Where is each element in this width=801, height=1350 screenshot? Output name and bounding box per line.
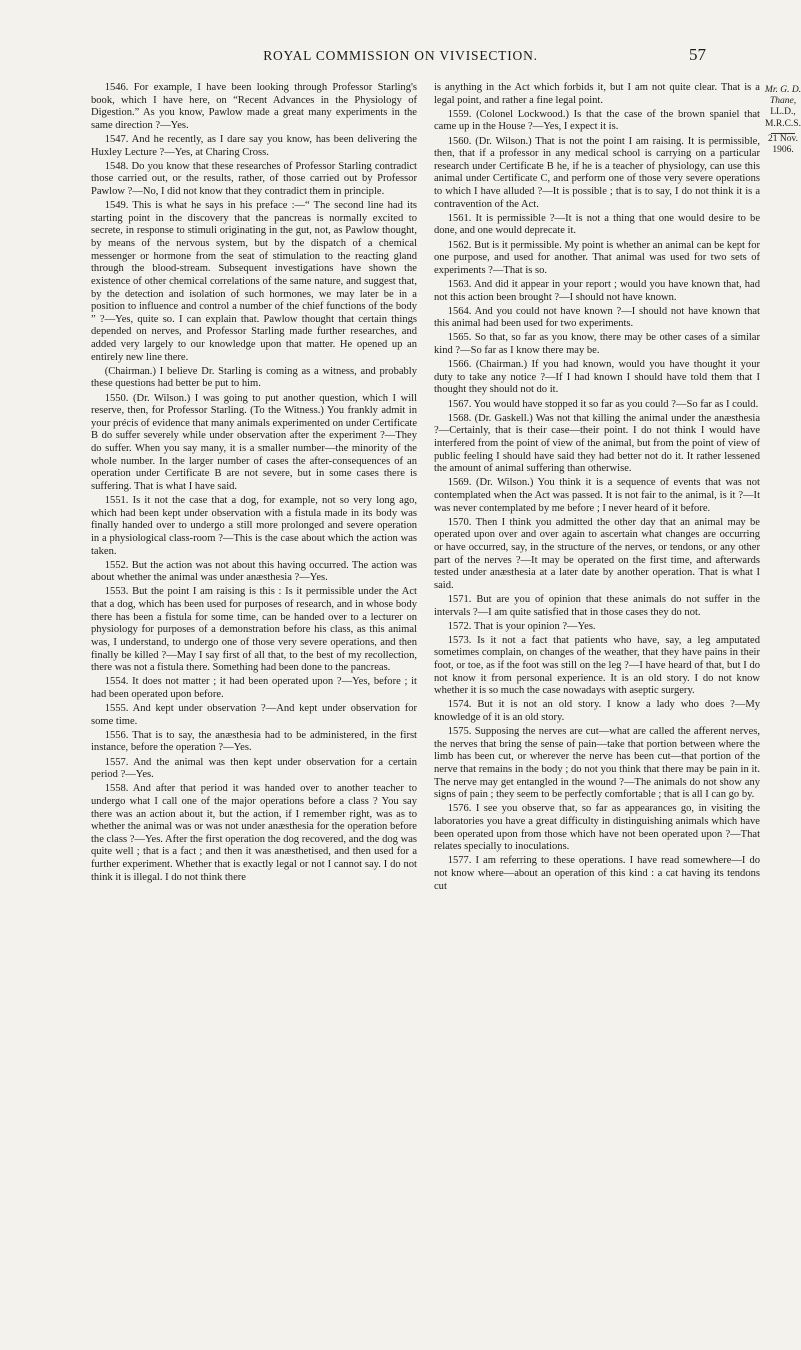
paragraph: 1566. (Chairman.) If you had known, would you have thought it your duty to take any notice ?—If I had known I should have told them that I thought they should not do it. bbox=[434, 359, 760, 396]
paragraph: 1546. For example, I have been looking through Professor Starling's book, which I have here, on “Recent Advances in the Physiology of Digestion.” As you know, Pawlow made a great many experiments in the same direction ?—Yes. bbox=[91, 82, 417, 131]
paragraph: 1562. But is it permissible. My point is whether an animal can be kept for one purpose, and used for another. That animal was used for two sets of experiments ?—That is so. bbox=[434, 239, 760, 276]
paragraph: 1568. (Dr. Gaskell.) Was not that killing the animal under the anæsthesia ?—Certainly, that is their case—their point. I do not think I would have interfered from the point of view of the animal, but from the point of view of public feeling I should have said they had better not do it. It rather lessened the amount of animal suffering than otherwise. bbox=[434, 412, 760, 475]
paragraph: 1555. And kept under observation ?—And kept under observation for some time. bbox=[91, 703, 417, 727]
paragraph: 1571. But are you of opinion that these animals do not suffer in the intervals ?—I am quite satisfied that in those cases they do not. bbox=[434, 593, 760, 618]
paragraph: 1572. That is your opinion ?—Yes. bbox=[447, 620, 596, 632]
paragraph: 1563. And did it appear in your report ; would you have known that, had not this action been brought ?—I should not have known. bbox=[434, 278, 760, 303]
paragraph: 1576. I see you observe that, so far as appearances go, in visiting the laboratories you have a great difficulty in distinguishing animals which have been operated upon from those which have not been operated upon ?—That relates specially to inoculations. bbox=[434, 803, 760, 853]
paragraph: 1569. (Dr. Wilson.) You think it is a sequence of events that was not contemplated when the Act was passed. It is not fair to the animal, is it ?—It was never contemplated by me before ; I never heard of it before. bbox=[434, 477, 760, 514]
paragraph: 1549. This is what he says in his preface :—“ The second line had its starting point in the discovery that the pancreas is normally excited to secrete, in response to stimuli originating in the gut, not, as Pawlow thought, by means of the nervous system, but by the dispatch of a chemical messenger or hormone from the seat of stimulation to the reacting gland through the blood-stream. Subsequent investigations have shown the existence of other chemical correlations of the same nature, and suggest that, by the detection and isolation of such hormones, we may later be in a position to influence and control a number of the chief functions of the body ” ?—Yes, quite so. I can explain that. Pawlow thought that certain things depended on nerves, and Professor Starling made further researches, and added very largely to our knowledge upon that matter. He opened up an entirely new line there. bbox=[91, 200, 417, 363]
left-text-column bbox=[91, 82, 417, 884]
paragraph: 1548. Do you know that these researches of Professor Starling contradict those carried out, or the results, rather, of those carried out by Professor Pawlow ?—No, I did not know that they contradict them in principle. bbox=[91, 160, 417, 197]
page-number: 57 bbox=[689, 45, 706, 64]
paragraph: 1570. Then I think you admitted the other day that an animal may be operated upon over and over again to ascertain what changes are occurring or have occurred, say, in the structure of the nerves, or tendons, or any other part of the nerves ?—It may be operated on the first time, and afterwards tested under anæsthesia at a later date by another operation. That is what I said. bbox=[434, 516, 760, 591]
paragraph: 1551. Is it not the case that a dog, for example, not so very long ago, which had been kept under observation with a fistula made in its body was finally handed over to undergo a still more prolonged and severe operation in a physiological class-room ?—This is the case about which the action was taken. bbox=[91, 495, 417, 557]
right-text-column bbox=[434, 82, 760, 893]
paragraph: 1565. So that, so far as you know, there may be other cases of a similar kind ?—So far as I know there may be. bbox=[434, 332, 760, 356]
paragraph: 1574. But it is not an old story. I know a lady who does ?—My knowledge of it is an old story. bbox=[434, 699, 760, 723]
paragraph: 1558. And after that period it was handed over to another teacher to undergo what I call one of the major operations before a class ? You say there was an action about it, but the action, if I remember right, was as to whether the animal was or was not under anæsthesia for the operation before the class ?—Yes. After the first operation the dog recovered, and the dog was quite well ; that is a fact ; and then it was anæsthetised, and then used for a further experiment. Whether that is exactly legal or not I cannot say. I do not think it is illegal. I do not think there bbox=[91, 783, 417, 883]
paragraph: 1553. But the point I am raising is this : Is it permissible under the Act that a dog, which has been used for purposes of research, and in whose body there has been a fistula for some time, can be handed over to a lecturer on physiology for purposes of a demonstration before his class, as this animal was, I understand, to undergo one of those very severe operations, and then finally be killed ?—May I say first of all that, to the best of my recollection, there was not a fistula there. Something had been done to the pancreas. bbox=[91, 586, 417, 674]
witness-date: 21 Nov. 1906. bbox=[768, 133, 798, 156]
running-title: ROYAL COMMISSION ON VIVISECTION. bbox=[263, 48, 538, 63]
paragraph: 1552. But the action was not about this having occurred. The action was about whether the animal was under anæsthesia ?—Yes. bbox=[91, 559, 417, 584]
paragraph: 1577. I am referring to these operations. I have read somewhere—I do not know where—about an operation of this kind : a cat having its tendons cut bbox=[434, 855, 760, 892]
paragraph: 1556. That is to say, the anæsthesia had to be administered, in the first instance, before the operation ?—Yes. bbox=[91, 729, 417, 754]
paragraph: 1554. It does not matter ; it had been operated upon ?—Yes, before ; it had been operated upon before. bbox=[91, 676, 417, 700]
paragraph: 1575. Supposing the nerves are cut—what are called the afferent nerves, the nerves that bring the sense of pain—take that portion between where the limb has been cut, or wherever the nerve has been cut—that portion of the nerve that remains in the body ; do not you think that there may be pain in it. The nerve may get entangled in the wound ?—The animals do not show any signs of pain ; they seem to be perfectly comfortable ; that is all I can go by. bbox=[434, 726, 760, 801]
paragraph: 1560. (Dr. Wilson.) That is not the point I am raising. It is permissible, then, that if a professor in any medical school is carrying on a particular research under Certificate B he, if he is a teacher of physiology, can use this animal under Certificate C, and perform one of those very severe operations to which I have alluded ?—It is possible ; that is to say, I do not think it is a contravention of the Act. bbox=[434, 135, 760, 210]
witness-margin-note bbox=[762, 85, 801, 156]
paragraph: 1573. Is it not a fact that patients who have, say, a leg amputated sometimes complain, on changes of the weather, that they have pains in their foot, or toe, as if the foot was still on the leg ?—I have heard of that, but I do not know it from personal experience. It is an old story. I do not know whether it is so much the case nowadays with aseptic surgery. bbox=[434, 634, 760, 697]
paragraph: (Chairman.) I believe Dr. Starling is coming as a witness, and probably these questions had better be put to him. bbox=[91, 365, 417, 390]
witness-degrees: LL.D., M.R.C.S. bbox=[765, 107, 801, 129]
paragraph: 1557. And the animal was then kept under observation for a certain period ?—Yes. bbox=[91, 756, 417, 781]
page-header bbox=[0, 45, 801, 68]
paragraph: 1550. (Dr. Wilson.) I was going to put another question, which I will reserve, then, for Professor Starling. (To the Witness.) You frankly admit in your précis of evidence that many animals experimented on under Certificate B do suffer severely while under observation after the experiment ?—They do suffer. When you say many, it is a smaller number—the minority of the whole number. In the larger number of cases the after-consequences of an operation under Certificate B are not severe, but in some cases there is suffering. That is what I have said. bbox=[91, 392, 417, 492]
paragraph: 1547. And he recently, as I dare say you know, has been delivering the Huxley Lecture ?—Yes, at Charing Cross. bbox=[91, 134, 417, 158]
paragraph: 1567. You would have stopped it so far as you could ?—So far as I could. bbox=[447, 398, 759, 410]
paragraph: 1559. (Colonel Lockwood.) Is that the case of the brown spaniel that came up in the House ?—Yes, I expect it is. bbox=[434, 108, 760, 133]
witness-name: Mr. G. D. Thane, bbox=[764, 85, 801, 107]
paragraph: 1564. And you could not have known ?—I should not have known that this animal had been used for two experiments. bbox=[434, 305, 760, 330]
paragraph: 1561. It is permissible ?—It is not a thing that one would desire to be done, and one would deprecate it. bbox=[434, 212, 760, 237]
paragraph: is anything in the Act which forbids it, but I am not quite clear. That is a legal point, and rather a fine legal point. bbox=[434, 82, 760, 106]
